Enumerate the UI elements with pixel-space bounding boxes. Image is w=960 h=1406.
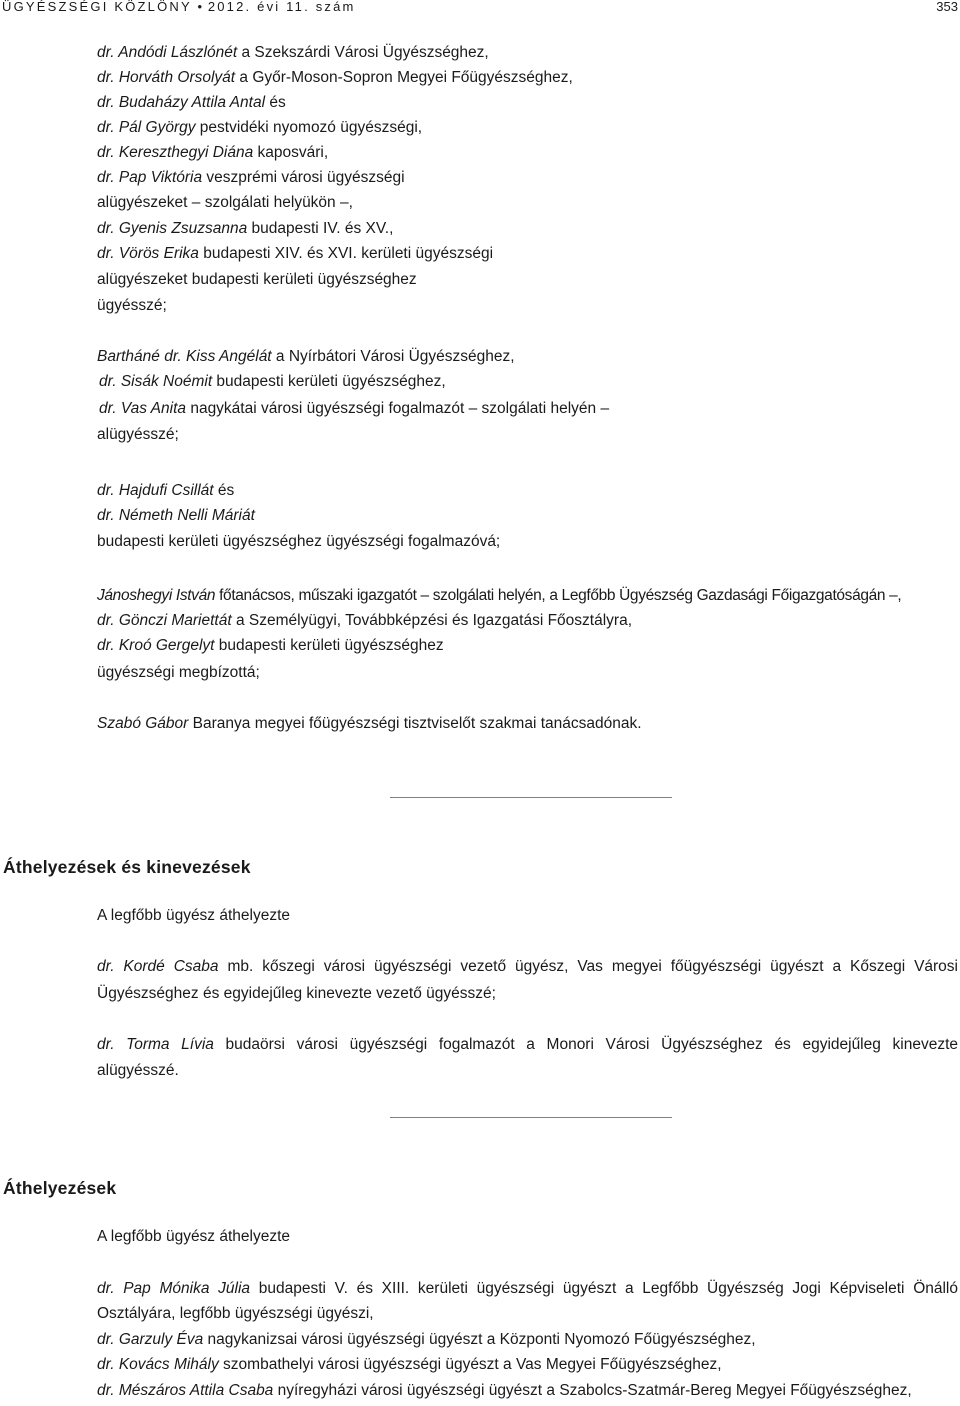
person-name: dr. Vörös Erika — [97, 245, 199, 262]
text-line: dr. Vörös Erika budapesti XIV. és XVI. kerületi ügyészségi — [97, 245, 494, 262]
text-line: dr. Garzuly Éva nagykanizsai városi ügyészségi ügyészt a Központi Nyomozó Főügyészséghez, — [97, 1331, 756, 1348]
person-name: dr. Németh Nelli Máriát — [97, 507, 255, 524]
text-line: dr. Kereszthegyi Diána kaposvári, — [97, 144, 329, 161]
person-name: dr. Garzuly Éva — [97, 1331, 204, 1348]
journal-name: ÜGYÉSZSÉGI KÖZLÖNY — [2, 0, 192, 14]
section-intro: A legfőbb ügyész áthelyezte — [97, 1228, 291, 1245]
text-line: dr. Kordé Csaba mb. kőszegi városi ügyészségi vezető ügyész, Vas megyei főügyészségi ügyészt a Kőszegi Városi — [97, 958, 958, 975]
person-name: dr. Sisák Noémit — [99, 373, 213, 390]
text-line: dr. Pap Mónika Júlia budapesti V. és XIII. kerületi ügyészségi ügyészt a Legfőbb Ügyészség Jogi Képviseleti Önálló — [97, 1280, 958, 1297]
text-line: dr. Mészáros Attila Csaba nyíregyházi városi ügyészségi ügyészt a Szabolcs-Szatmár-Bereg Megyei Főügyészséghez, — [97, 1382, 912, 1399]
person-name: dr. Kroó Gergelyt — [97, 637, 215, 654]
section-divider — [390, 797, 672, 798]
separator-bullet: • — [197, 0, 202, 14]
person-name: dr. Pap Mónika Júlia — [97, 1280, 251, 1297]
text-line: dr. Horváth Orsolyát a Győr-Moson-Sopron Megyei Főügyészséghez, — [97, 69, 573, 86]
text-line: ügyészségi megbízottá; — [97, 664, 260, 681]
person-name: dr. Budaházy Attila Antal — [97, 94, 266, 111]
text-line: dr. Kovács Mihály szombathelyi városi ügyészségi ügyészt a Vas Megyei Főügyészséghez, — [97, 1356, 722, 1373]
text-line: dr. Budaházy Attila Antal és — [97, 94, 286, 111]
person-name: dr. Gönczi Mariettát — [97, 612, 232, 629]
person-name: dr. Torma Lívia — [97, 1036, 214, 1053]
text-line: dr. Kroó Gergelyt budapesti kerületi ügyészséghez — [97, 637, 444, 654]
text-line: dr. Sisák Noémit budapesti kerületi ügyészséghez, — [99, 373, 446, 390]
person-name: Jánoshegyi István — [97, 587, 216, 604]
person-name: Szabó Gábor — [97, 715, 189, 732]
running-title — [2, 0, 356, 14]
person-name: dr. Gyenis Zsuzsanna — [97, 220, 248, 237]
text-line: budapesti kerületi ügyészséghez ügyészségi fogalmazóvá; — [97, 533, 501, 550]
person-name: Bartháné dr. Kiss Angélát — [97, 348, 272, 365]
text-line — [97, 506, 255, 526]
section-title: Áthelyezések — [3, 1178, 117, 1198]
text-line: Osztályára, legfőbb ügyészségi ügyészi, — [97, 1305, 374, 1322]
person-name: dr. Kereszthegyi Diána — [97, 144, 254, 161]
text-line: dr. Pap Viktória veszprémi városi ügyészségi — [97, 169, 405, 186]
text-line: alügyészeket – szolgálati helyükön –, — [97, 194, 353, 211]
text-line: dr. Torma Lívia budaörsi városi ügyészségi fogalmazót a Monori Városi Ügyészséghez és egyidejűleg kinevezte — [97, 1036, 958, 1053]
person-name: dr. Kovács Mihály — [97, 1356, 219, 1373]
person-name: dr. Hajdufi Csillát — [97, 482, 214, 499]
page-number: 353 — [936, 0, 958, 14]
text-line: ügyésszé; — [97, 297, 167, 314]
text-line: Jánoshegyi István főtanácsos, műszaki igazgatót – szolgálati helyén, a Legfőbb Ügyészség Gazdasági Főigazgatóságán –, — [97, 587, 902, 604]
section-title: Áthelyezések és kinevezések — [3, 857, 251, 877]
text-line: dr. Vas Anita nagykátai városi ügyészségi fogalmazót – szolgálati helyén – — [99, 400, 610, 417]
person-name: dr. Pál György — [97, 119, 196, 136]
text-line: dr. Gönczi Mariettát a Személyügyi, Továbbképzési és Igazgatási Főosztályra, — [97, 612, 633, 629]
text-line: alügyésszé; — [97, 426, 179, 443]
person-name: dr. Horváth Orsolyát — [97, 69, 236, 86]
text-line: dr. Gyenis Zsuzsanna budapesti IV. és XV., — [97, 220, 394, 237]
person-name: dr. Mészáros Attila Csaba — [97, 1382, 274, 1399]
text-line: dr. Hajdufi Csillát és — [97, 482, 235, 499]
text-line: Szabó Gábor Baranya megyei főügyészségi tisztviselőt szakmai tanácsadónak. — [97, 715, 642, 732]
person-name: dr. Pap Viktória — [97, 169, 203, 186]
page-header — [2, 0, 958, 14]
section-divider — [390, 1117, 672, 1118]
person-name: dr. Kordé Csaba — [97, 958, 219, 975]
section-intro: A legfőbb ügyész áthelyezte — [97, 907, 291, 924]
text-line: Bartháné dr. Kiss Angélát a Nyírbátori Városi Ügyészséghez, — [97, 348, 515, 365]
text-line: Ügyészséghez és egyidejűleg kinevezte vezető ügyésszé; — [97, 985, 496, 1002]
text-line: dr. Andódi Lászlónét a Szekszárdi Városi Ügyészséghez, — [97, 44, 489, 61]
issue-date: 2012. évi 11. szám — [207, 0, 356, 14]
text-line: alügyészeket budapesti kerületi ügyészséghez — [97, 271, 417, 288]
text-line: dr. Pál György pestvidéki nyomozó ügyészségi, — [97, 119, 423, 136]
person-name: dr. Andódi Lászlónét — [97, 44, 238, 61]
text-line: alügyésszé. — [97, 1062, 179, 1079]
person-name: dr. Vas Anita — [99, 400, 187, 417]
